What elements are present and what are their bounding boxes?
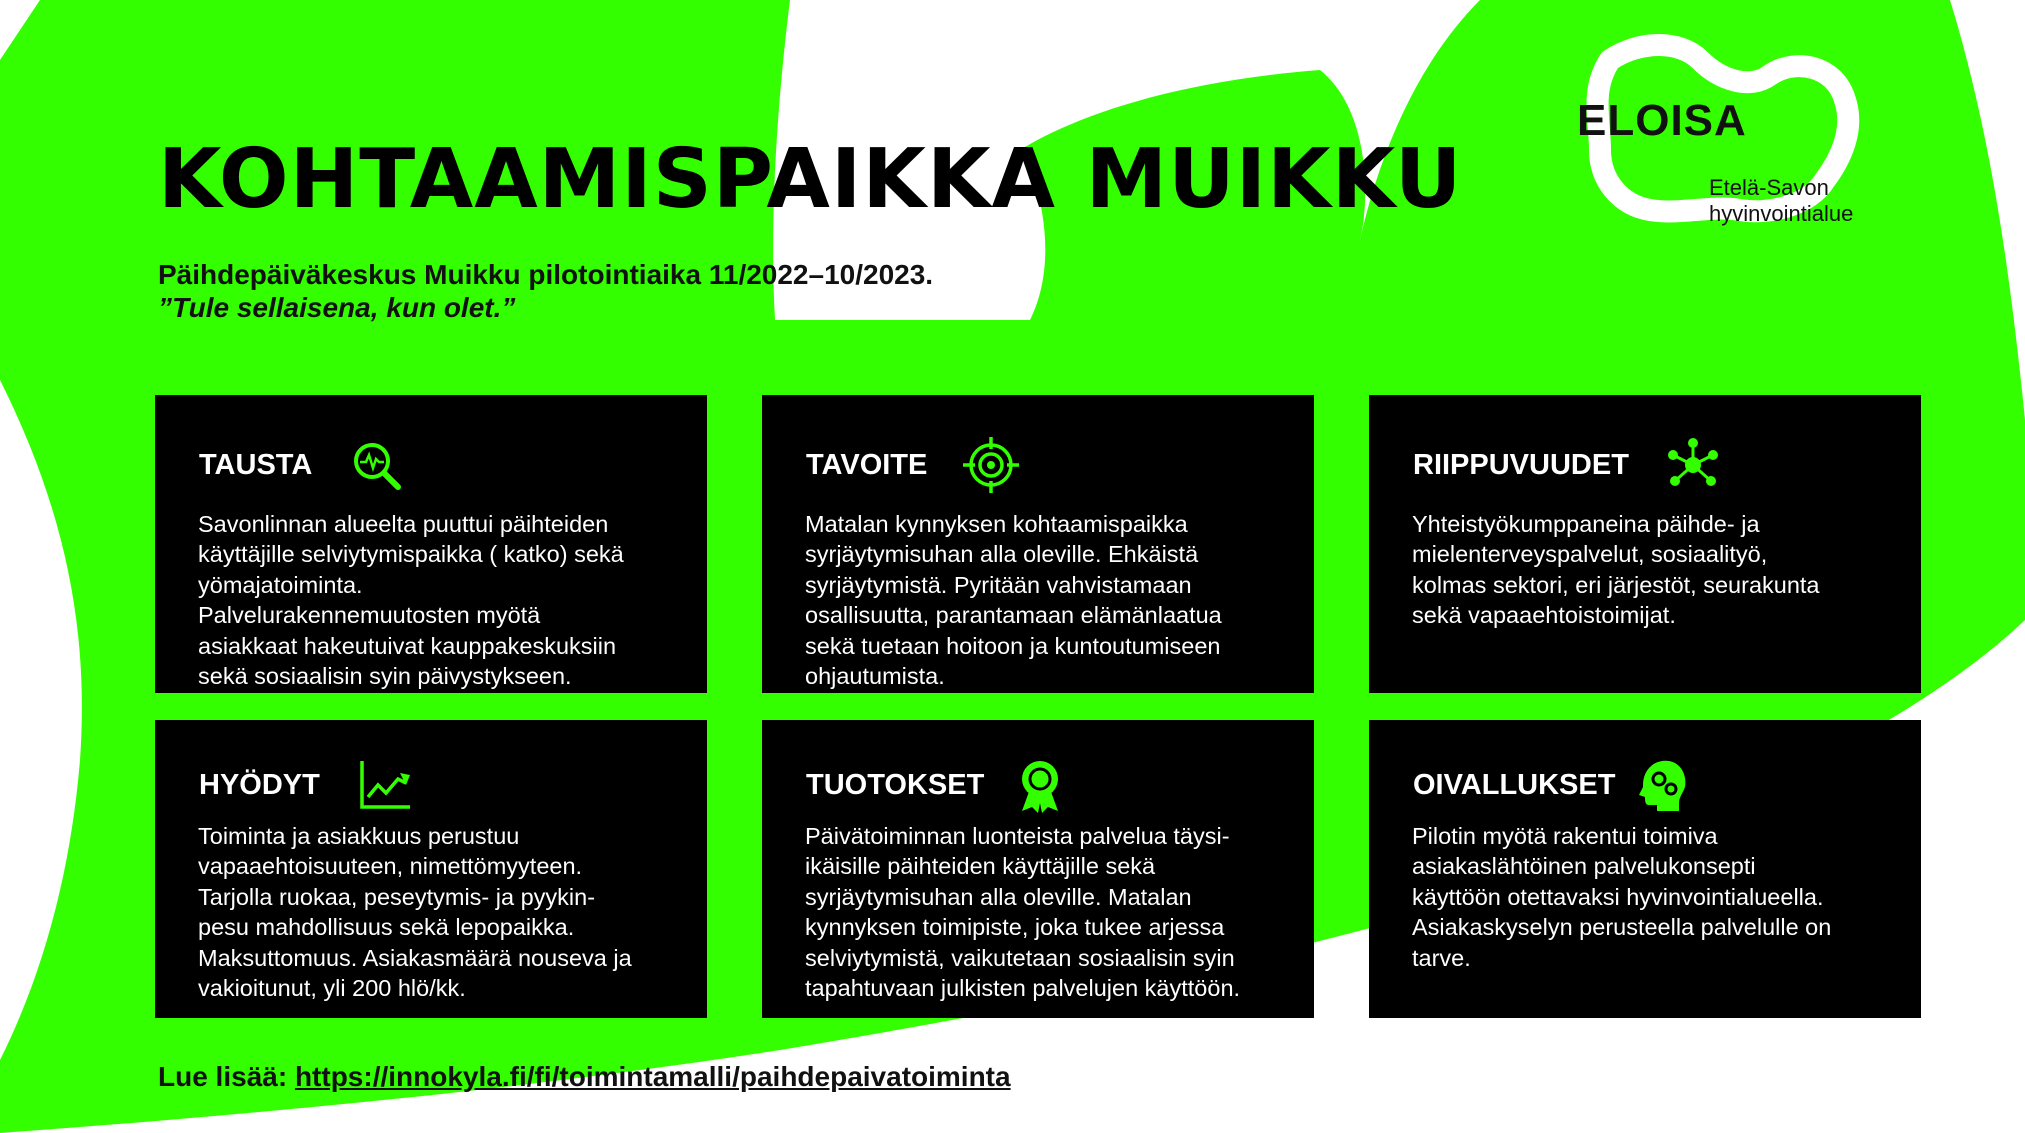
card-text <box>1412 821 1892 973</box>
card-text-line: sekä tuetaan hoitoon ja kuntoutumiseen <box>805 632 1221 659</box>
card-text <box>1412 509 1892 631</box>
card-text-line: kolmas sektori, eri järjestöt, seurakunta <box>1412 571 1820 598</box>
card-text-line: selviytymistä, vaikutetaan sosiaalisin syin <box>805 944 1235 971</box>
magnifier-pulse-icon <box>348 437 404 493</box>
card-text-line: Yhteistyökumppaneina päihde- ja <box>1412 511 1760 537</box>
card-text-line: Pilotin myötä rakentui toimiva <box>1412 823 1718 849</box>
head-gears-icon <box>1633 757 1689 813</box>
card-text-line: sekä vapaaehtoistoimijat. <box>1412 602 1676 629</box>
card-text-line: syrjäytymisuhan alla oleville. Matalan <box>805 883 1192 910</box>
card-oivallukset <box>1369 720 1921 1018</box>
card-title: HYÖDYT <box>199 768 320 801</box>
card-text-line: yömajatoiminta. <box>198 571 363 598</box>
card-text-line: syrjäytymistä. Pyritään vahvistamaan <box>805 571 1192 598</box>
page-title: KOHTAAMISPAIKKA MUIKKU <box>158 132 1463 227</box>
read-more-label: Lue lisää: <box>158 1061 288 1092</box>
card-text-line: Savonlinnan alueelta puuttui päihteiden <box>198 511 609 537</box>
card-text-line: mielenterveyspalvelut, sosiaalityö, <box>1412 541 1768 568</box>
card-text <box>805 509 1285 691</box>
card-text-line: sekä sosiaalisin syin päivystykseen. <box>198 663 572 690</box>
card-text <box>805 821 1285 1003</box>
card-text-line: Matalan kynnyksen kohtaamispaikka <box>805 511 1188 537</box>
award-ribbon-icon <box>1012 757 1068 813</box>
card-tavoite <box>762 395 1314 693</box>
card-text-line: Tarjolla ruokaa, peseytymis- ja pyykin- <box>198 883 596 910</box>
brand-subtitle-line2: hyvinvointialue <box>1709 201 1854 226</box>
card-hyodyt <box>155 720 707 1018</box>
card-riippuvuudet <box>1369 395 1921 693</box>
card-text <box>198 509 678 691</box>
brand-subtitle-line1: Etelä-Savon <box>1709 175 1829 200</box>
page-subtitle: Päihdepäiväkeskus Muikku pilotointiaika 11/2022–10/2023. <box>158 259 934 290</box>
card-text-line: käyttöön otettavaksi hyvinvointialueella. <box>1412 883 1824 910</box>
card-title: TAUSTA <box>199 448 313 481</box>
brand-subtitle <box>1709 175 1853 227</box>
card-text-line: asiakaslähtöinen palvelukonsepti <box>1412 853 1756 880</box>
card-text-line: syrjäytymisuhan alla oleville. Ehkäistä <box>805 541 1199 568</box>
card-text-line: vakioitunut, yli 200 hlö/kk. <box>198 975 466 1002</box>
card-text-line: Asiakaskyselyn perusteella palvelulle on <box>1412 914 1832 941</box>
card-title: RIIPPUVUUDET <box>1413 448 1629 481</box>
target-icon <box>963 437 1019 493</box>
read-more <box>158 1061 1011 1093</box>
card-text-line: pesu mahdollisuus sekä lepopaikka. <box>198 914 575 941</box>
card-title: TUOTOKSET <box>806 768 985 801</box>
card-title: TAVOITE <box>806 448 928 481</box>
card-text-line: Päivätoiminnan luonteista palvelua täysi- <box>805 823 1230 849</box>
card-title: OIVALLUKSET <box>1413 768 1616 801</box>
brand-name: ELOISA <box>1577 96 1747 145</box>
card-text-line: asiakkaat hakeutuivat kauppakeskuksiin <box>198 632 617 659</box>
card-text-line: vapaaehtoisuuteen, nimettömyyteen. <box>198 853 583 880</box>
card-text-line: tarve. <box>1412 944 1471 971</box>
card-text-line: tapahtuvaan julkisten palvelujen käyttöön. <box>805 975 1241 1002</box>
network-icon <box>1665 437 1721 493</box>
card-text-line: käyttäjille selviytymispaikka ( katko) sekä <box>198 541 624 568</box>
card-text-line: kynnyksen toimipiste, joka tukee arjessa <box>805 914 1225 941</box>
card-text-line: ohjautumista. <box>805 663 945 690</box>
card-text <box>198 821 678 1003</box>
page-quote: ”Tule sellaisena, kun olet.” <box>158 292 516 323</box>
card-tausta <box>155 395 707 693</box>
card-text-line: osallisuutta, parantamaan elämänlaatua <box>805 602 1222 629</box>
card-text-line: Maksuttomuus. Asiakasmäärä nouseva ja <box>198 944 632 971</box>
card-text-line: Palvelurakennemuutosten myötä <box>198 602 541 629</box>
card-text-line: ikäisille päihteiden käyttäjille sekä <box>805 853 1156 880</box>
read-more-link[interactable]: https://innokyla.fi/fi/toimintamalli/paihdepaivatoiminta <box>294 1061 1011 1092</box>
card-text-line: Toiminta ja asiakkuus perustuu <box>198 823 520 849</box>
trend-chart-icon <box>356 757 412 813</box>
card-tuotokset <box>762 720 1314 1018</box>
